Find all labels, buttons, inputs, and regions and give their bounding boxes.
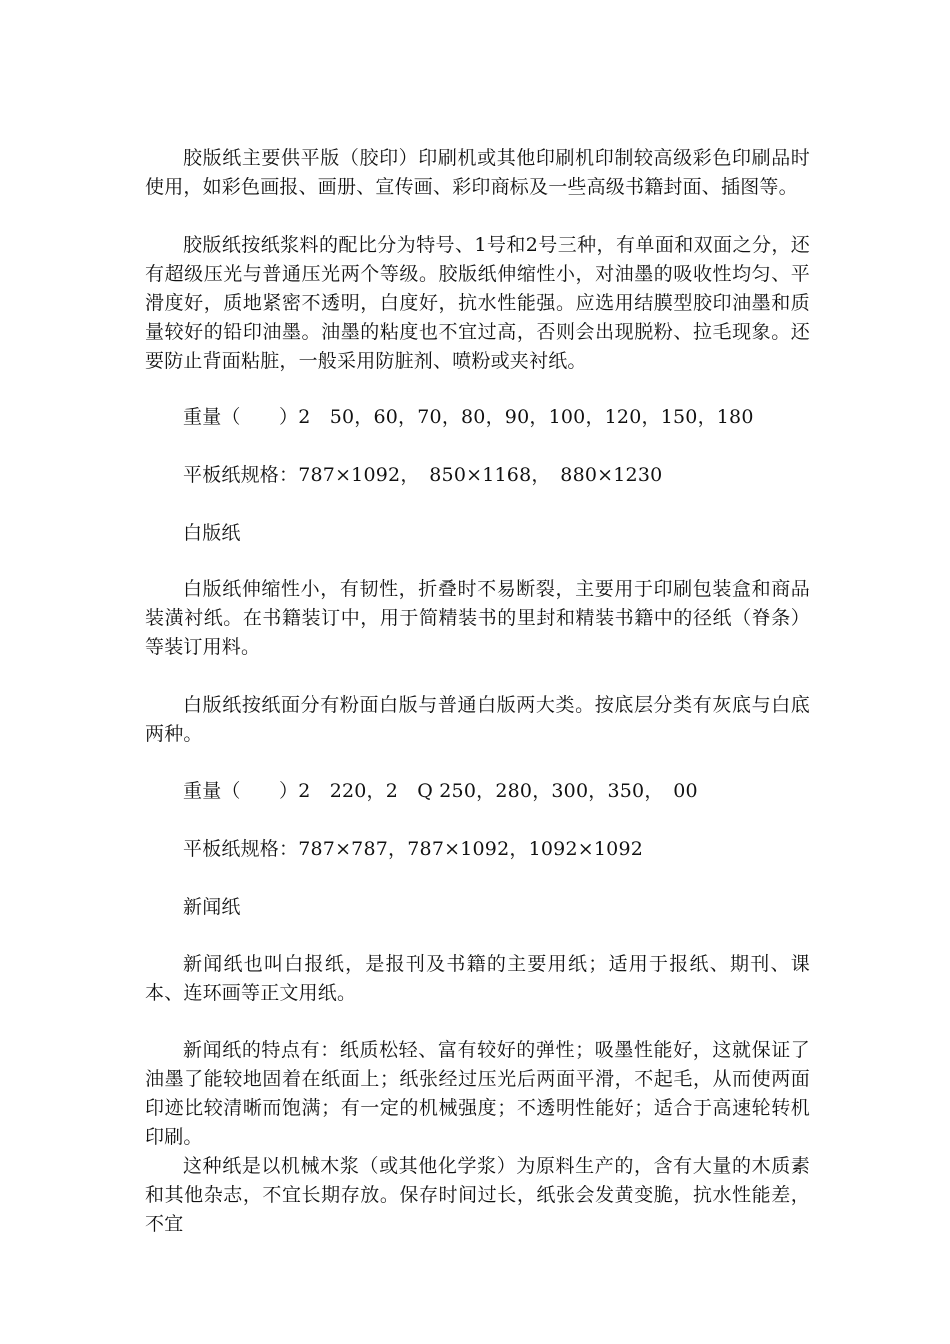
paragraph-newsprint-features: 新闻纸的特点有：纸质松轻、富有较好的弹性；吸墨性能好，这就保证了油墨了能较地固着在纸面上；纸张经过压光后两面平滑，不起毛，从而使两面印迹比较清晰而饱满；有一定的机械强度；不透明性能好；适合于高速轮转机印刷。 [145, 1039, 810, 1148]
white-board-weight-line: 重量（ ）2 220，2 Q 250，280，300，350， 00 [183, 780, 698, 802]
offset-paper-weight-line: 重量（ ）2 50，60，70，80，90，100，120，150，180 [183, 406, 754, 428]
paragraph-newsprint-usage: 新闻纸也叫白报纸，是报刊及书籍的主要用纸；适用于报纸、期刊、课本、连环画等正文用纸。 [145, 953, 810, 1004]
paragraph-white-board-types: 白版纸按纸面分有粉面白版与普通白版两大类。按底层分类有灰底与白底两种。 [145, 694, 810, 745]
paragraph-offset-paper-grades: 胶版纸按纸浆料的配比分为特号、1号和2号三种，有单面和双面之分，还有超级压光与普通压光两个等级。胶版纸伸缩性小，对油墨的吸收性均匀、平滑度好，质地紧密不透明，白度好，抗水性能强。应选用结膜型胶印油墨和质量较好的铅印油墨。油墨的粘度也不宜过高，否则会出现脱粉、拉毛现象。还要防止背面粘脏，一般采用防脏剂、喷粉或夹衬纸。 [145, 234, 810, 372]
white-board-size-line: 平板纸规格：787×787，787×1092，1092×1092 [183, 838, 644, 860]
paragraph-newsprint-storage: 这种纸是以机械木浆（或其他化学浆）为原料生产的，含有大量的木质素和其他杂志，不宜长期存放。保存时间过长，纸张会发黄变脆，抗水性能差，不宜 [145, 1155, 810, 1235]
heading-white-board: 白版纸 [183, 522, 241, 544]
paragraph-white-board-usage: 白版纸伸缩性小，有韧性，折叠时不易断裂，主要用于印刷包装盒和商品装潢衬纸。在书籍装订中，用于简精装书的里封和精装书籍中的径纸（脊条）等装订用料。 [145, 578, 810, 658]
offset-paper-size-line: 平板纸规格：787×1092， 850×1168， 880×1230 [183, 464, 663, 486]
paragraph-offset-paper-usage: 胶版纸主要供平版（胶印）印刷机或其他印刷机印制较高级彩色印刷品时使用，如彩色画报、画册、宣传画、彩印商标及一些高级书籍封面、插图等。 [145, 147, 810, 198]
heading-newsprint: 新闻纸 [183, 896, 241, 918]
